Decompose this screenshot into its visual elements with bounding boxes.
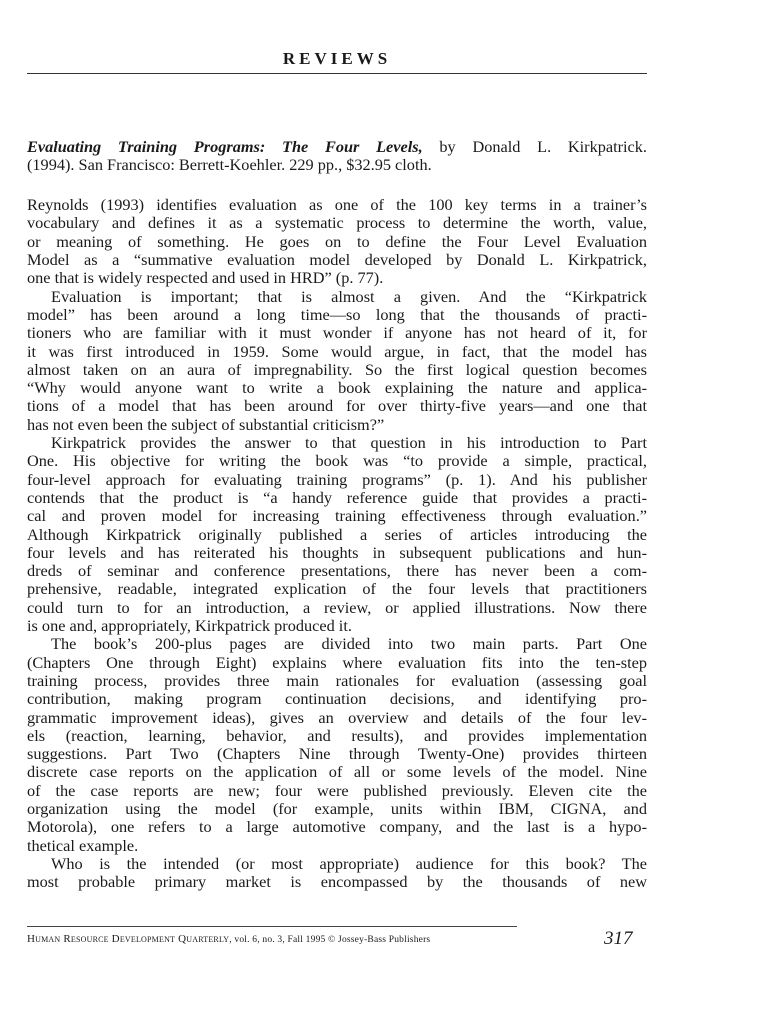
text-line: Although Kirkpatrick originally published a series of articles introducing the [27, 524, 647, 544]
header-rule [27, 73, 647, 74]
footer-citation [27, 933, 430, 945]
text-line: could turn to for an introduction, a review, or applied illustrations. Now there [27, 597, 647, 617]
text-line: tioners who are familiar with it must wonder if anyone has not heard of it, for [27, 323, 647, 343]
review-body [27, 138, 647, 891]
book-title: Evaluating Training Programs: The Four Levels, [27, 137, 423, 156]
text-line: (Chapters One through Eight) explains where evaluation fits into the ten-step [27, 652, 647, 672]
text-line: vocabulary and defines it as a systematic process to determine the worth, value, [27, 213, 647, 233]
text-line: most probable primary market is encompassed by the thousands of new [27, 872, 647, 892]
text-line: of the case reports are new; four were published previously. Eleven cite the [27, 780, 647, 800]
text-line: contribution, making program continuation decisions, and identifying pro- [27, 689, 647, 709]
text-line: discrete case reports on the application of all or some levels of the model. Nine [27, 762, 647, 782]
text-line: Reynolds (1993) identifies evaluation as one of the 100 key terms in a trainer’s [27, 195, 647, 215]
text-line: four levels and has reiterated his thoughts in subsequent publications and hun- [27, 542, 647, 562]
journal-name: Human Resource Development Quarterly [27, 933, 230, 945]
text-line: Who is the intended (or most appropriate) audience for this book? The [51, 853, 647, 873]
text-line: dreds of seminar and conference presentations, there has never been a com- [27, 561, 647, 581]
text-line: is one and, appropriately, Kirkpatrick produced it. [27, 616, 352, 636]
journal-details: , vol. 6, no. 3, Fall 1995 © Jossey-Bass Publishers [229, 935, 431, 945]
page-number: 317 [604, 928, 633, 949]
book-citation [27, 138, 647, 175]
text-line: els (reaction, learning, behavior, and results), and provides implementation [27, 725, 647, 745]
paragraph [27, 855, 647, 892]
text-line: Model as a “summative evaluation model developed by Donald L. Kirkpatrick, [27, 250, 647, 270]
text-line: grammatic improvement ideas), gives an overview and details of the four lev- [27, 707, 647, 727]
text-line: tions of a model that has been around for over thirty-five years—and one that [27, 396, 647, 416]
text-line: cal and proven model for increasing training effectiveness through evaluation.” [27, 506, 647, 526]
text-line: Motorola), one refers to a large automotive company, and the last is a hypo- [27, 817, 647, 837]
text-line: The book’s 200-plus pages are divided into two main parts. Part One [51, 634, 647, 654]
paragraph [27, 434, 647, 635]
text-line: organization using the model (for example, units within IBM, CIGNA, and [27, 798, 647, 818]
footer-rule [27, 926, 517, 927]
running-head: REVIEWS [282, 49, 392, 68]
text-line: Evaluation is important; that is almost a given. And the “Kirkpatrick [51, 286, 647, 306]
text-line: or meaning of something. He goes on to define the Four Level Evaluation [27, 231, 647, 251]
review-paragraphs [27, 196, 647, 891]
text-line: almost taken on an aura of impregnability. So the first logical question becomes [27, 359, 647, 379]
book-publication-info: (1994). San Francisco: Berrett-Koehler. 229 pp., $32.95 cloth. [27, 155, 432, 175]
paragraph [27, 635, 647, 855]
text-line: thetical example. [27, 835, 139, 855]
text-line: one that is widely respected and used in HRD” (p. 77). [27, 268, 384, 288]
text-line: contends that the product is “a handy reference guide that provides a practi- [27, 487, 647, 507]
text-line: four-level approach for evaluating training programs” (p. 1). And his publisher [27, 469, 647, 489]
text-line: “Why would anyone want to write a book explaining the nature and applica- [27, 378, 647, 398]
text-line: Kirkpatrick provides the answer to that question in his introduction to Part [51, 433, 647, 453]
paragraph [27, 196, 647, 287]
text-line: has not even been the subject of substantial criticism?” [27, 414, 385, 434]
text-line: One. His objective for writing the book was “to provide a simple, practical, [27, 451, 647, 471]
text-line: training process, provides three main rationales for evaluation (assessing goal [27, 670, 647, 690]
book-author: by Donald L. Kirkpatrick. [422, 137, 647, 156]
text-line: model” has been around a long time—so long that the thousands of practi- [27, 304, 647, 324]
text-line: prehensive, readable, integrated explication of the four levels that practitioners [27, 579, 647, 599]
paragraph [27, 288, 647, 434]
text-line: suggestions. Part Two (Chapters Nine through Twenty-One) provides thirteen [27, 744, 647, 764]
text-line: it was first introduced in 1959. Some would argue, in fact, that the model has [27, 341, 647, 361]
